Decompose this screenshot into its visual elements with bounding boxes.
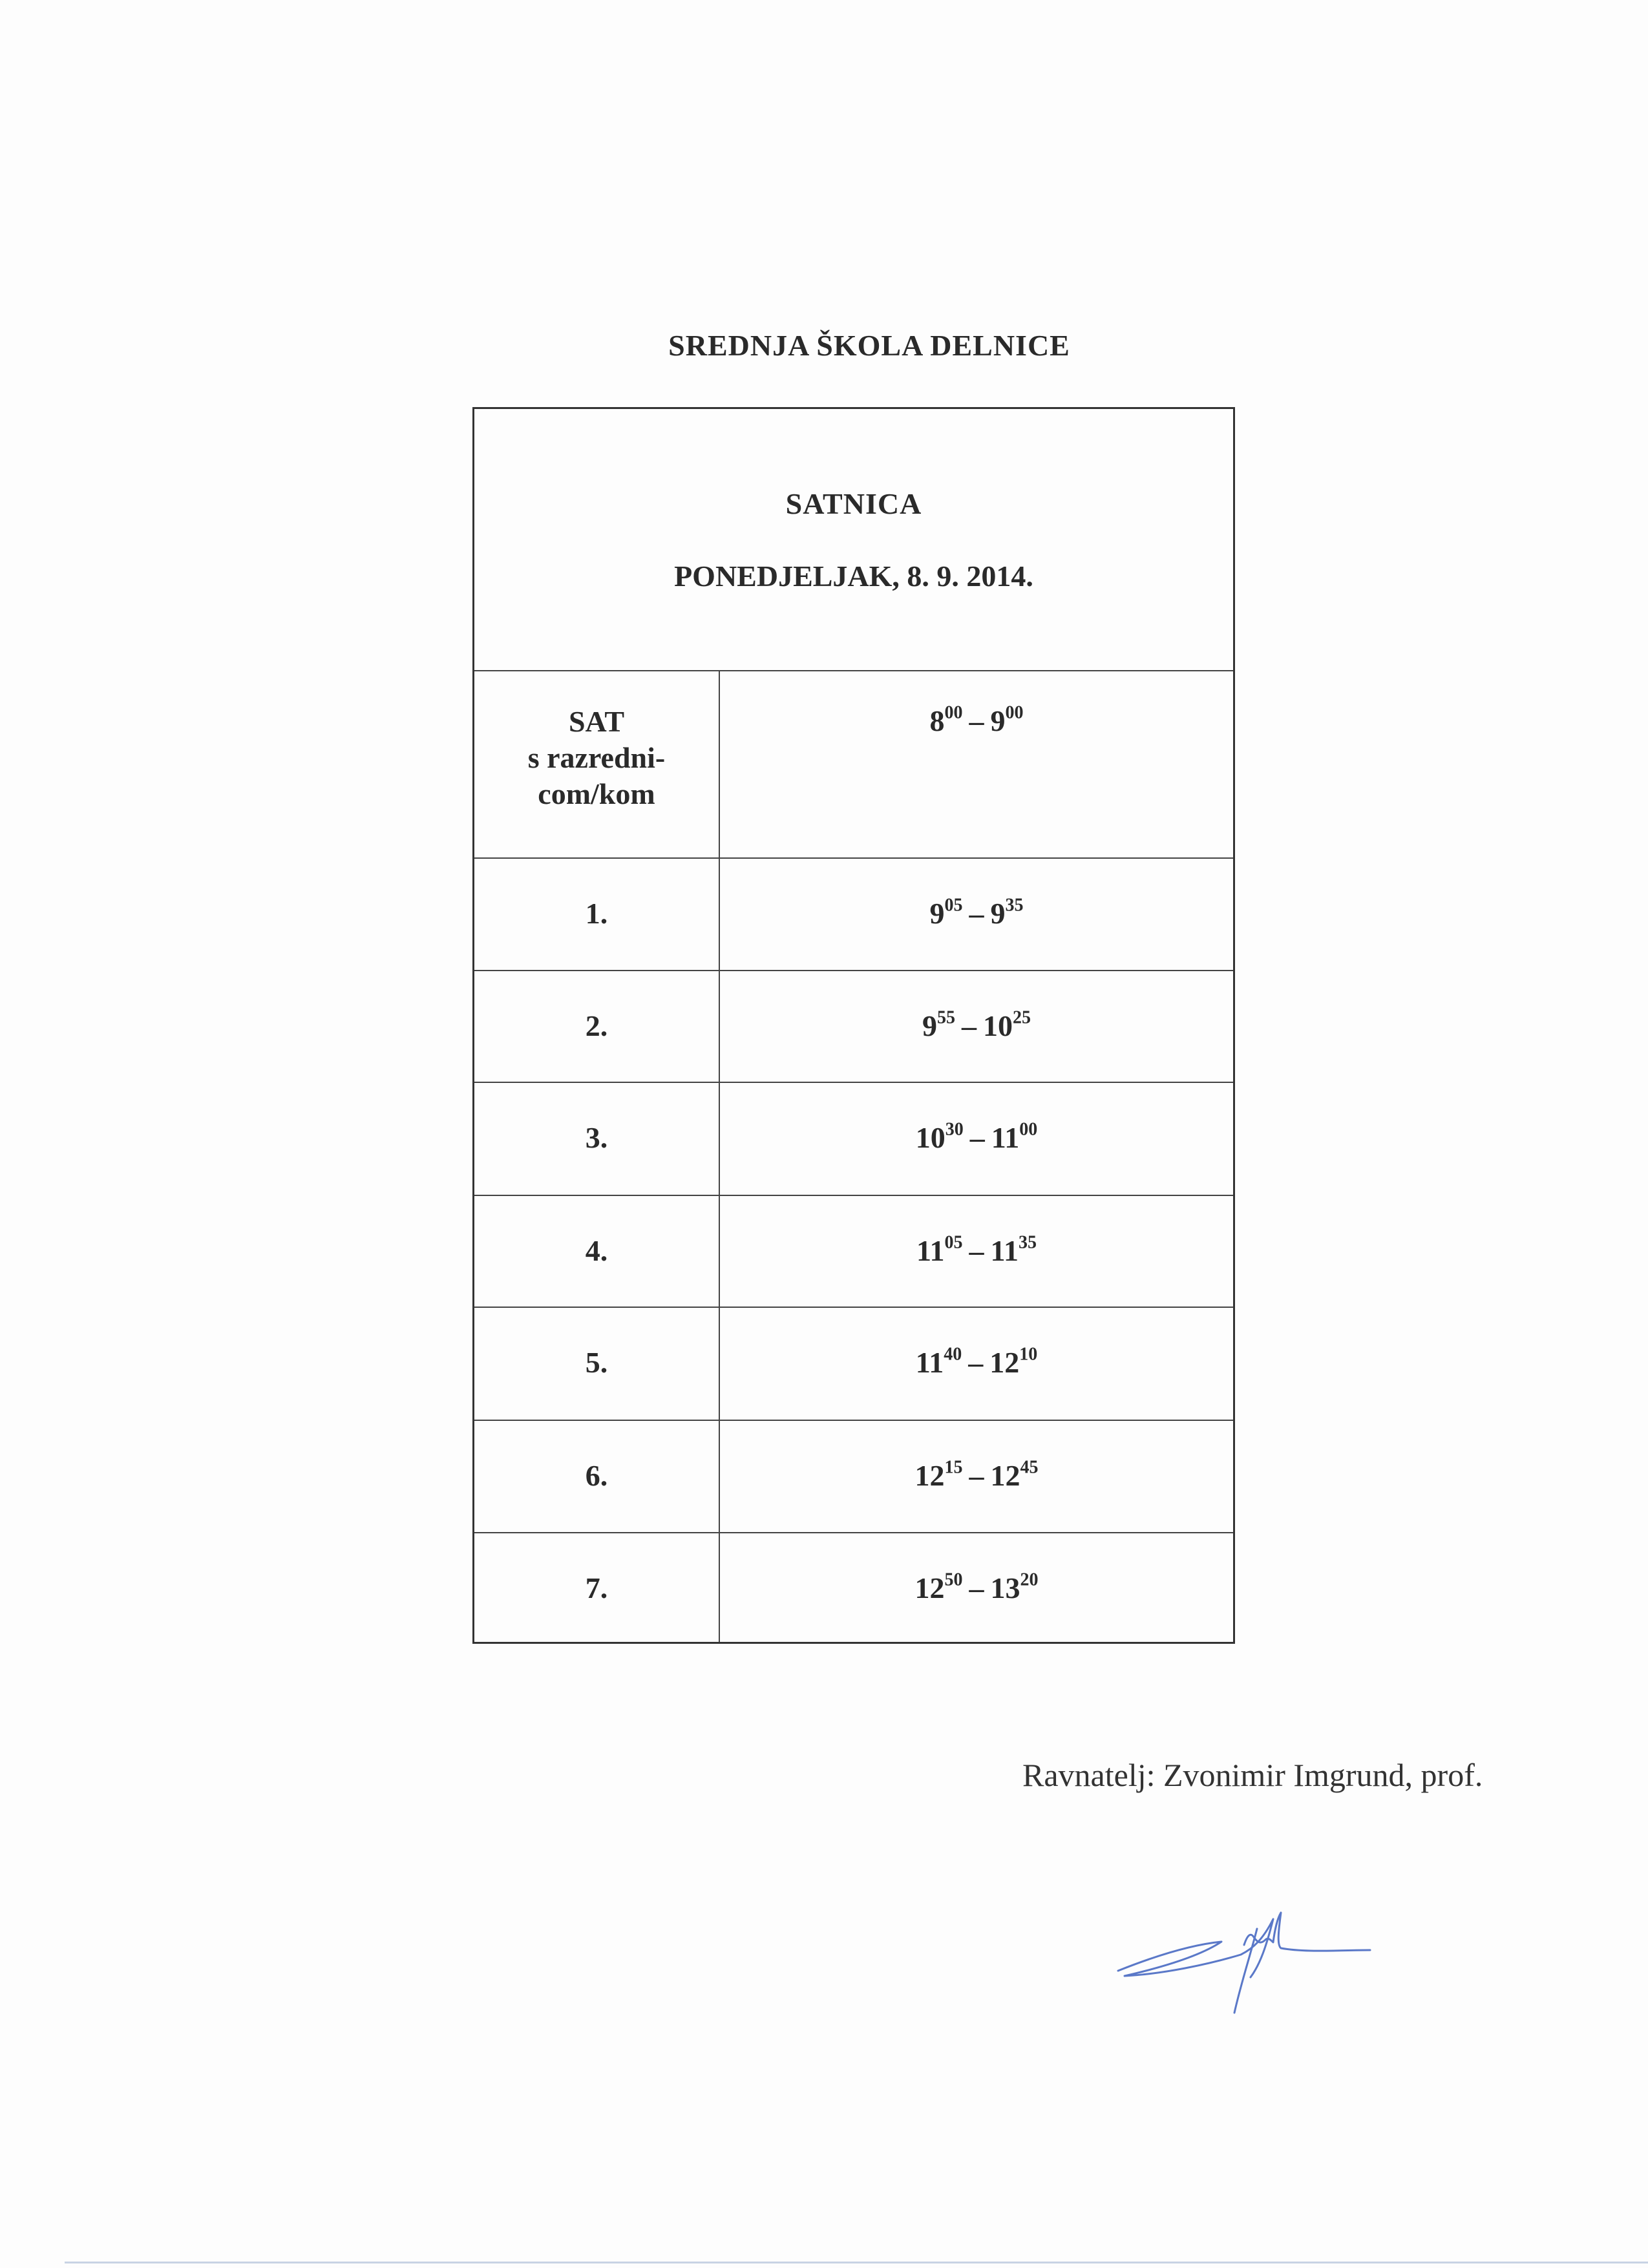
time-end-hour: 11 xyxy=(991,1121,1020,1154)
time-start-hour: 8 xyxy=(929,704,945,737)
time-start-minute: 30 xyxy=(945,1119,964,1140)
time-start-minute: 05 xyxy=(944,895,963,916)
time-start-hour: 10 xyxy=(915,1121,945,1154)
period-label: 3. xyxy=(585,1121,608,1154)
schedule-title: SATNICA xyxy=(785,487,922,520)
period-label: 2. xyxy=(585,1009,608,1042)
page-bottom-edge xyxy=(65,2262,1648,2263)
class-hour-label xyxy=(474,704,719,812)
time-end-hour: 11 xyxy=(990,1234,1019,1267)
table-row xyxy=(474,1083,1233,1196)
table-row xyxy=(474,859,1233,971)
time-start-hour: 11 xyxy=(915,1346,944,1379)
time-end-minute: 10 xyxy=(1019,1344,1038,1365)
period-time xyxy=(720,1458,1233,1493)
table-row xyxy=(474,1308,1233,1421)
time-start-hour: 11 xyxy=(916,1234,945,1267)
time-start-hour: 12 xyxy=(914,1459,945,1492)
time-end-hour: 9 xyxy=(990,704,1006,737)
time-end-hour: 13 xyxy=(990,1571,1020,1604)
period-label: 5. xyxy=(585,1346,608,1379)
signature xyxy=(1112,1893,1383,2022)
table-row xyxy=(474,1421,1233,1533)
period-label: 7. xyxy=(585,1571,608,1604)
class-hour-time xyxy=(720,704,1233,738)
period-label: 6. xyxy=(585,1459,608,1492)
class-hour-line2: s razredni- xyxy=(527,741,666,774)
time-end-minute: 35 xyxy=(1018,1232,1037,1253)
time-start-minute: 05 xyxy=(944,1232,963,1253)
time-end-minute: 45 xyxy=(1020,1457,1039,1478)
schedule-table xyxy=(472,407,1235,1644)
time-start-minute: 40 xyxy=(944,1344,962,1365)
time-end-minute: 35 xyxy=(1005,895,1024,916)
time-dash: – xyxy=(962,1009,977,1042)
table-row-class-hour xyxy=(474,671,1233,859)
time-dash: – xyxy=(969,1121,985,1154)
time-end-hour: 12 xyxy=(990,1459,1020,1492)
time-start-minute: 50 xyxy=(944,1570,963,1590)
time-dash: – xyxy=(969,704,984,737)
time-dash: – xyxy=(969,1459,984,1492)
time-start-hour: 12 xyxy=(914,1571,945,1604)
director-name: Ravnatelj: Zvonimir Imgrund, prof. xyxy=(1022,1757,1483,1793)
time-end-minute: 00 xyxy=(1019,1119,1038,1140)
period-label: 4. xyxy=(585,1234,608,1267)
time-dash: – xyxy=(969,1571,984,1604)
schedule-date: PONEDJELJAK, 8. 9. 2014. xyxy=(674,560,1033,593)
time-start-minute: 15 xyxy=(944,1457,963,1478)
period-label: 1. xyxy=(585,897,608,930)
period-time xyxy=(720,896,1233,930)
time-end-minute: 00 xyxy=(1005,702,1024,723)
time-end-hour: 9 xyxy=(990,897,1006,930)
school-title: SREDNJA ŠKOLA DELNICE xyxy=(668,329,1070,362)
time-start-hour: 9 xyxy=(929,897,945,930)
class-hour-line1: SAT xyxy=(568,705,625,738)
table-header xyxy=(474,409,1233,671)
time-dash: – xyxy=(969,1234,984,1267)
table-row xyxy=(474,1196,1233,1308)
time-start-minute: 00 xyxy=(944,702,963,723)
table-row xyxy=(474,971,1233,1083)
class-hour-line3: com/kom xyxy=(538,777,655,810)
time-dash: – xyxy=(968,1346,984,1379)
time-end-hour: 12 xyxy=(989,1346,1020,1379)
period-time xyxy=(720,1120,1233,1155)
time-end-minute: 20 xyxy=(1020,1570,1039,1590)
table-row xyxy=(474,1533,1233,1646)
period-time xyxy=(720,1009,1233,1043)
time-dash: – xyxy=(969,897,984,930)
period-time xyxy=(720,1345,1233,1380)
period-time xyxy=(720,1234,1233,1268)
time-end-hour: 10 xyxy=(983,1009,1013,1042)
period-time xyxy=(720,1571,1233,1605)
time-start-hour: 9 xyxy=(922,1009,937,1042)
time-end-minute: 25 xyxy=(1013,1007,1031,1028)
time-start-minute: 55 xyxy=(937,1007,955,1028)
